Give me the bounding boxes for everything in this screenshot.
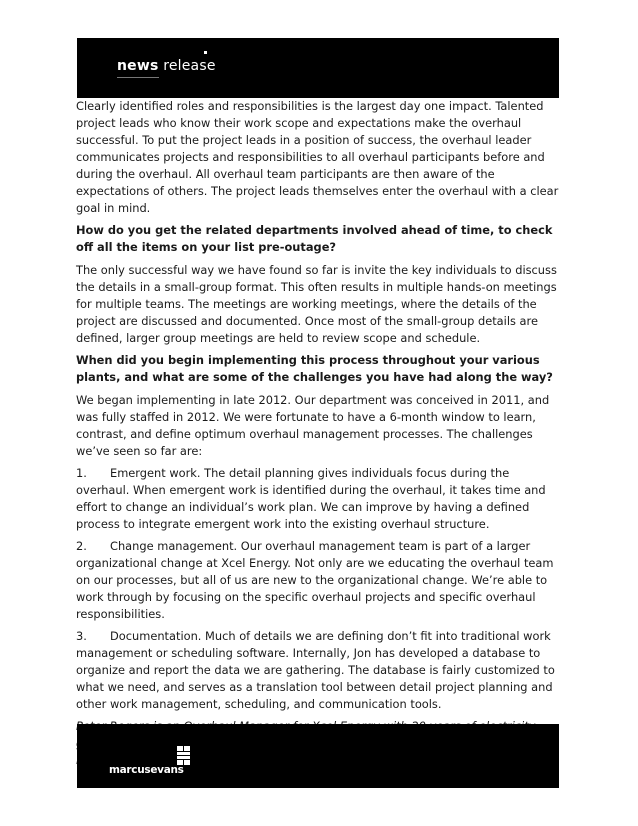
logo-dot <box>204 51 207 54</box>
news-release-banner <box>77 38 559 98</box>
item-number: 1. <box>76 466 87 480</box>
news-release-logo <box>117 58 216 74</box>
numbered-item <box>76 628 566 713</box>
paragraph: The only successful way we have found so far is invite the key individuals to discuss the details in a small-group format. This often results in multiple hands-on meetings for multiple teams. The meetings are working meetings, where the details of the project are discussed and documented. Once most of the small-group details are defined, larger group meetings are held to review scope and schedule. <box>76 263 557 345</box>
brand-light: release <box>163 58 216 74</box>
item-text: Emergent work. The detail planning gives individuals focus during the overhaul. When emergent work is identified during the overhaul, it takes time and effort to change an individual’s work plan. We can improve by having a defined process to integrate emergent work into the existing overhaul structure. <box>76 466 546 531</box>
footer-banner <box>77 724 559 788</box>
marcusevans-wordmark: marcusevans <box>109 764 184 776</box>
brand-bold: news <box>117 58 159 74</box>
numbered-item <box>76 465 566 533</box>
paragraph: We began implementing in late 2012. Our department was conceived in 2011, and was fully staffed in 2012. We were fortunate to have a 6-month window to learn, contrast, and define optimum overhaul management processes. The challenges we’ve seen so far are: <box>76 393 550 458</box>
item-text: Documentation. Much of details we are defining don’t fit into traditional work management or scheduling software. Internally, Jon has developed a database to organize and report the data we are gathering. The database is fairly customized to what we need, and serves as a translation tool between detail project planning and other work management, scheduling, and communication tools. <box>76 629 555 711</box>
item-number: 3. <box>76 629 87 643</box>
numbered-item <box>76 538 566 623</box>
item-text: Change management. Our overhaul management team is part of a larger organizational change at Xcel Energy. Not only are we educating the overhaul team on our processes, but all of us are new to the organizational change. We’re able to work through by focusing on the specific overhaul projects and specific overhaul responsibilities. <box>76 539 554 621</box>
interview-question: When did you begin implementing this process throughout your various plants, and what are some of the challenges you have had along the way? <box>76 353 553 384</box>
item-number: 2. <box>76 539 87 553</box>
document-body <box>76 98 566 769</box>
paragraph: Clearly identified roles and responsibilities is the largest day one impact. Talented project leads who know their work scope and expectations make the overhaul successful. To put the project leads in a position of success, the overhaul leader communicates projects and responsibilities to all overhaul participants before and during the overhaul. All overhaul team participants are then aware of the expectations of others. The project leads themselves enter the overhaul with a clear goal in mind. <box>76 99 559 215</box>
logo-underline <box>117 77 159 78</box>
interview-question: How do you get the related departments involved ahead of time, to check off all the items on your list pre-outage? <box>76 223 553 254</box>
